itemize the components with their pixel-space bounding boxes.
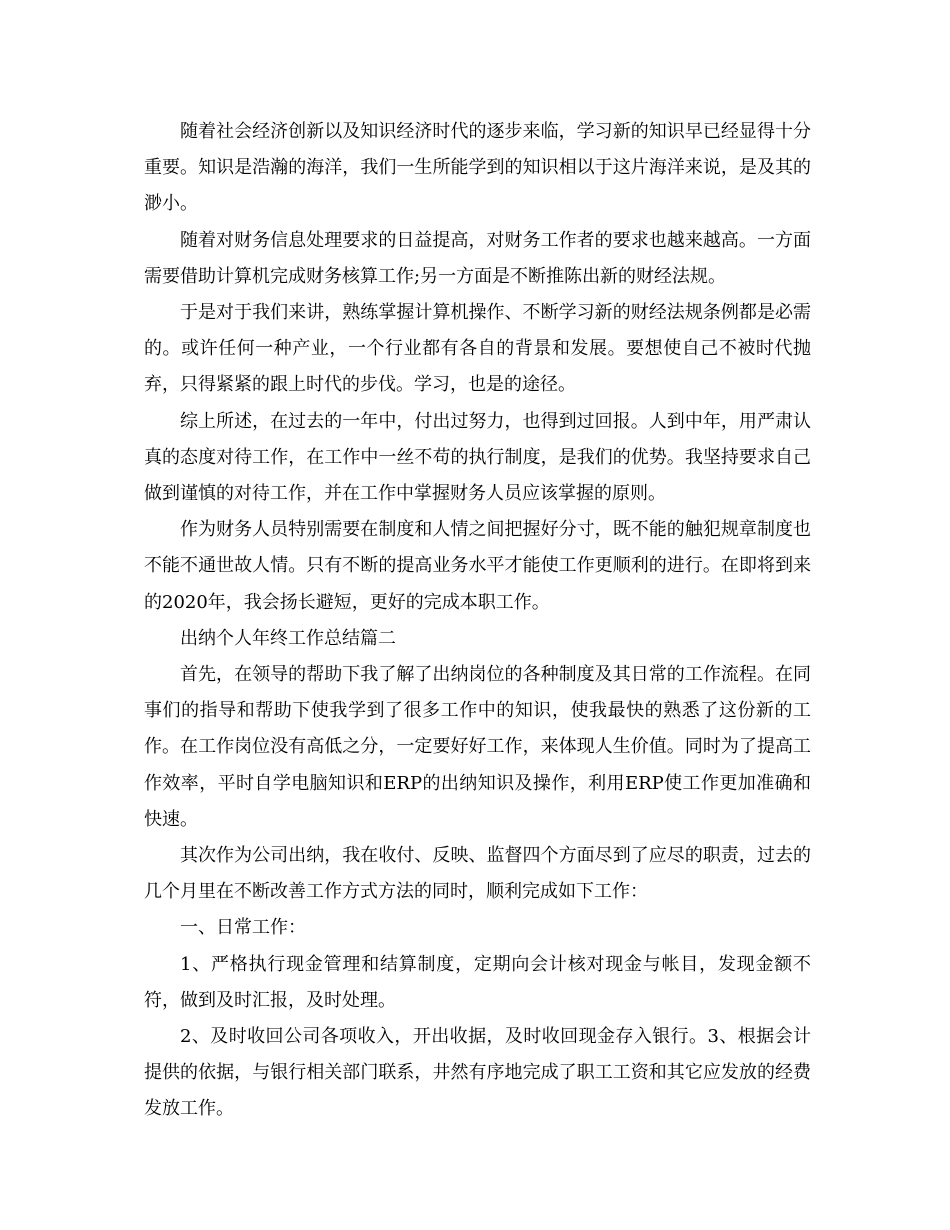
- paragraph-2: 随着对财务信息处理要求的日益提高，对财务工作者的要求也越来越高。一方面需要借助计算机完成财务核算工作;另一方面是不断推陈出新的财经法规。: [144, 229, 811, 287]
- paragraph-6: 首先，在领导的帮助下我了解了出纳岗位的各种制度及其日常的工作流程。在同事们的指导和帮助下使我学到了很多工作中的知识，使我最快的熟悉了这份新的工作。在工作岗位没有高低之分，一定要好好工作，来体现人生价值。同时为了提高工作效率，平时自学电脑知识和ERP的出纳知识及操作，利用ERP使工作更加准确和快速。: [144, 664, 811, 830]
- paragraph-4: 综上所述，在过去的一年中，付出过努力，也得到过回报。人到中年，用严肃认真的态度对待工作，在工作中一丝不苟的执行制度，是我们的优势。我坚持要求自己做到谨慎的对待工作，并在工作中掌握财务人员应该掌握的原则。: [144, 410, 811, 505]
- paragraph-1: 随着社会经济创新以及知识经济时代的逐步来临，学习新的知识早已经显得十分重要。知识是浩瀚的海洋，我们一生所能学到的知识相以于这片海洋来说，是及其的渺小。: [144, 121, 811, 215]
- paragraph-7: 其次作为公司出纳，我在收付、反映、监督四个方面尽到了应尽的职责，过去的几个月里在不断改善工作方式方法的同时，顺利完成如下工作：: [144, 845, 811, 903]
- list-item-1: 1、严格执行现金管理和结算制度，定期向会计核对现金与帐目，发现金额不符，做到及时汇报，及时处理。: [144, 953, 811, 1011]
- paragraph-5: 作为财务人员特别需要在制度和人情之间把握好分寸，既不能的触犯规章制度也不能不通世故人情。只有不断的提高业务水平才能使工作更顺利的进行。在即将到来的2020年，我会扬长避短，更好的完成本职工作。: [144, 519, 811, 613]
- subheading-daily-work: 一、日常工作：: [180, 917, 306, 939]
- document-body: [144, 114, 811, 1128]
- list-item-2: 2、及时收回公司各项收入，开出收据，及时收回现金存入银行。3、根据会计提供的依据，与银行相关部门联系，井然有序地完成了职工工资和其它应发放的经费发放工作。: [144, 1026, 811, 1120]
- paragraph-3: 于是对于我们来讲，熟练掌握计算机操作、不断学习新的财经法规条例都是必需的。或许任何一种产业，一个行业都有各自的背景和发展。要想使自己不被时代抛弃，只得紧紧的跟上时代的步伐。学习，也是的途径。: [144, 302, 811, 396]
- section-heading: 出纳个人年终工作总结篇二: [180, 627, 396, 649]
